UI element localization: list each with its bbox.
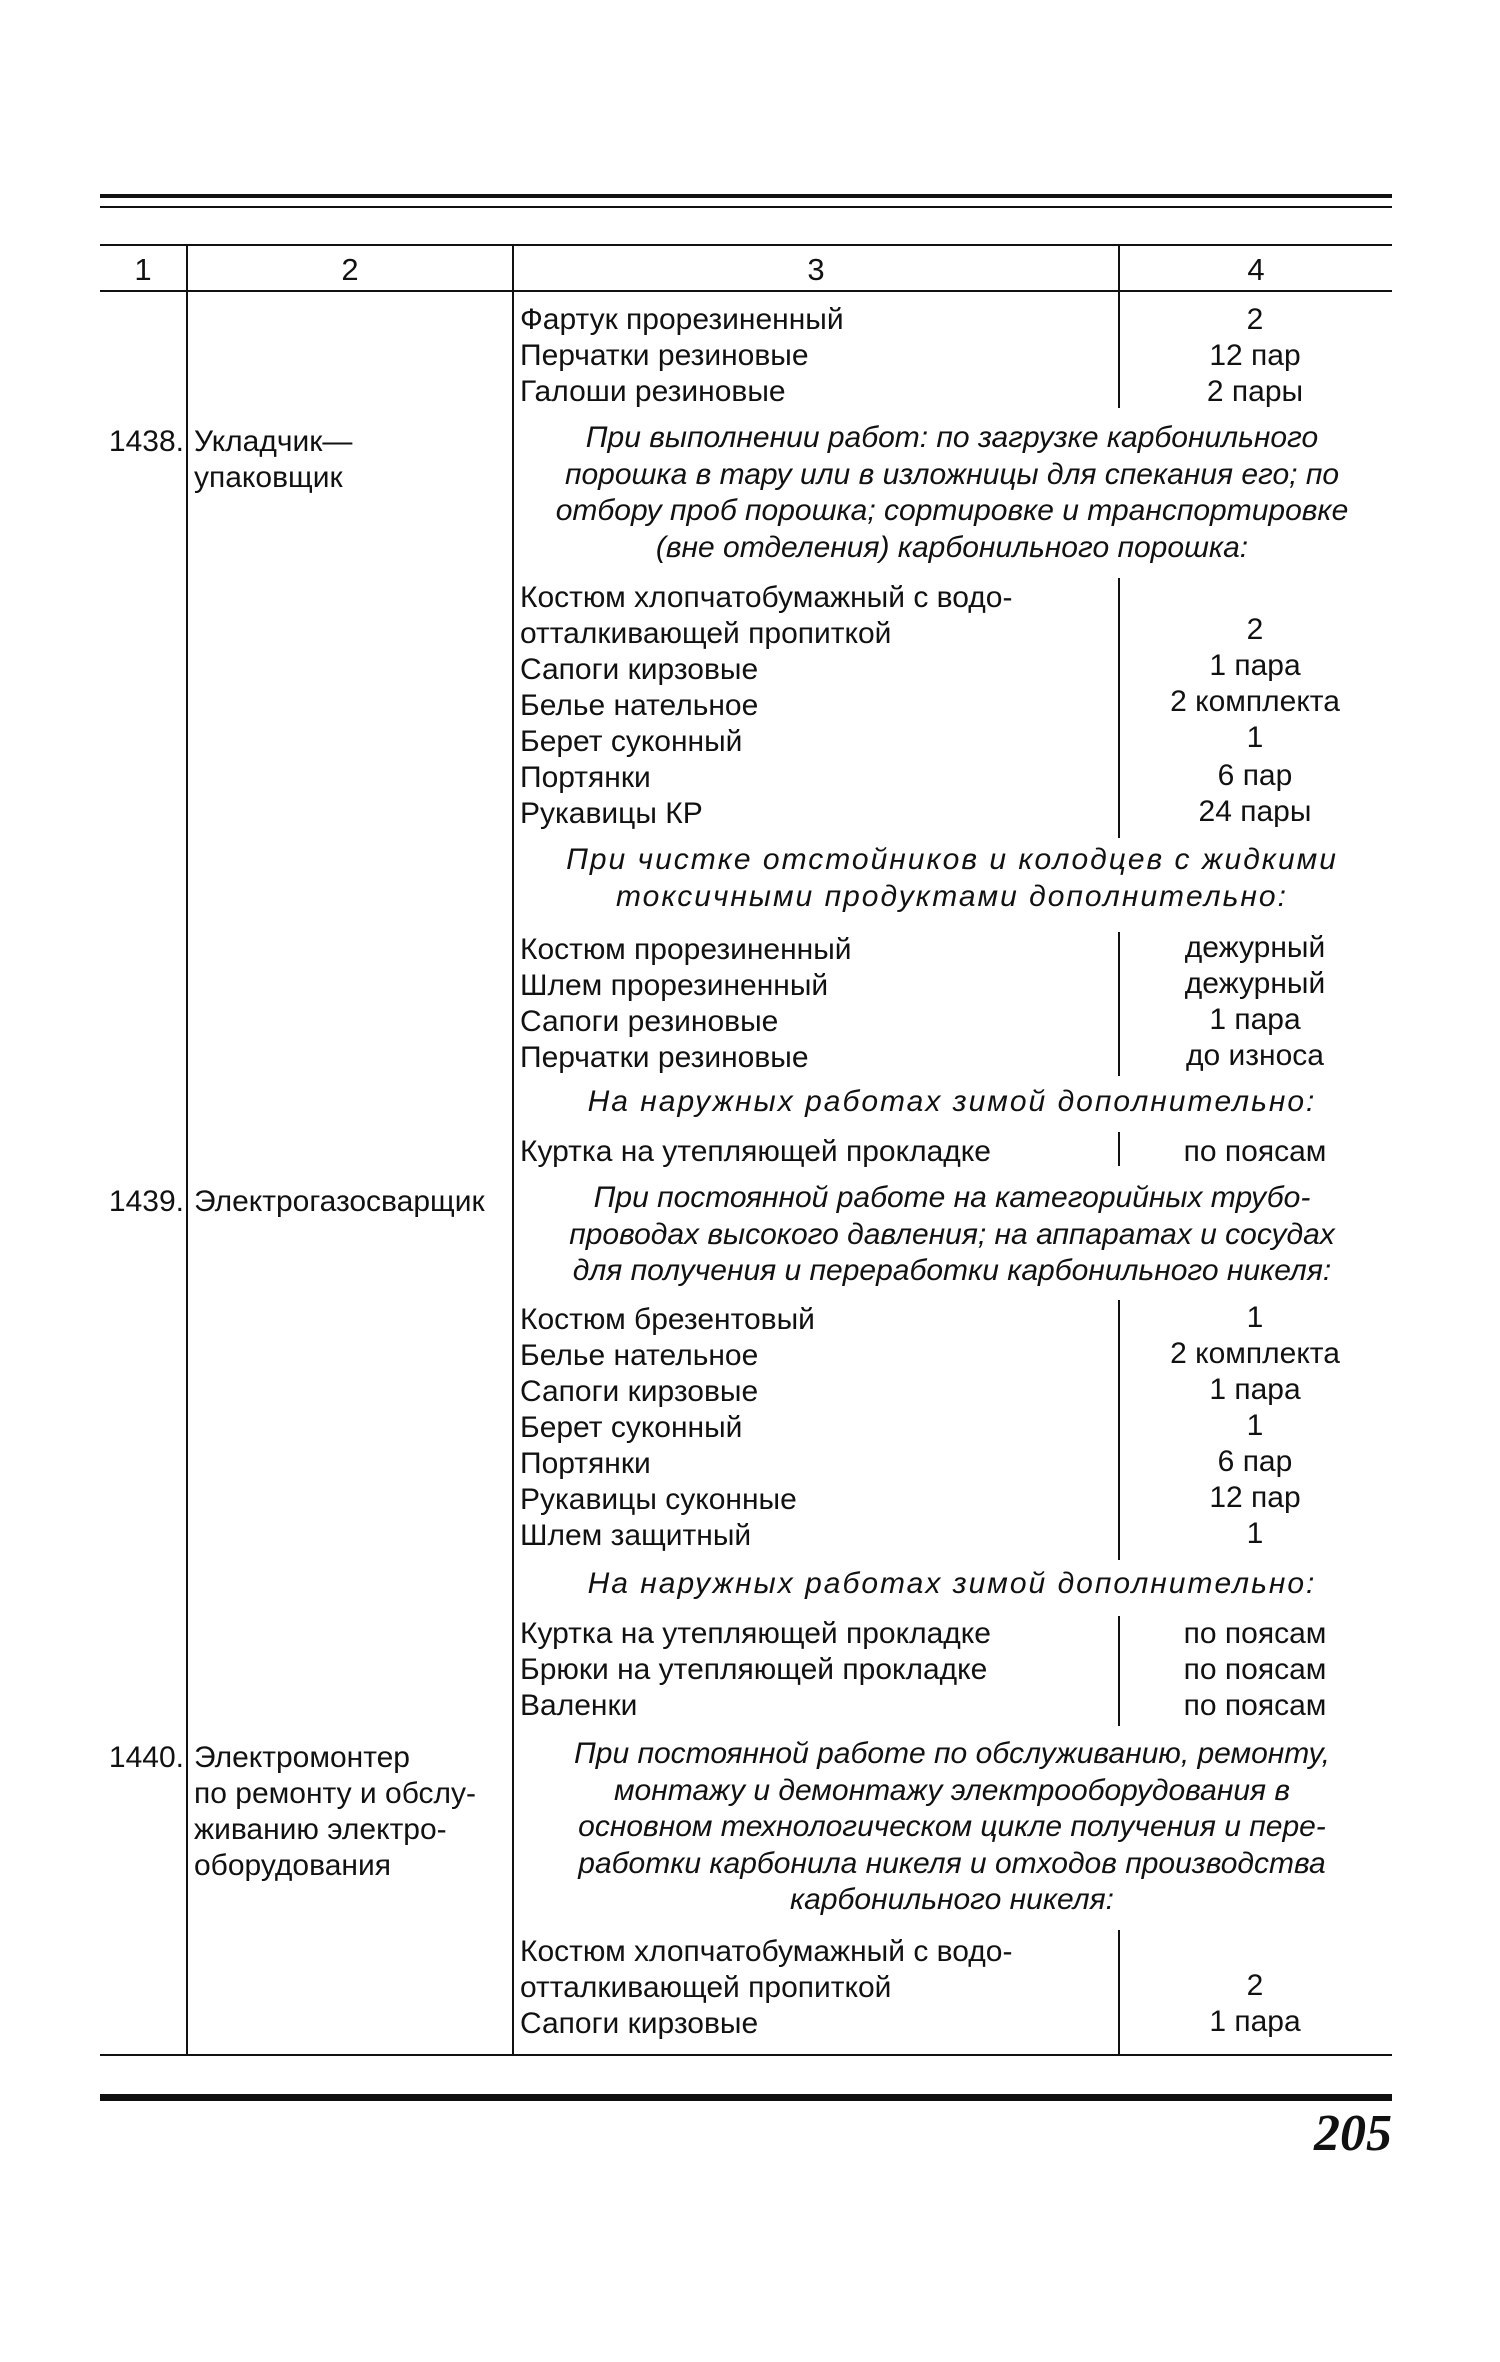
item-qty: по поясам — [1183, 1135, 1327, 1168]
condition-line: На наружных работах зимой дополнительно: — [587, 1567, 1317, 1600]
condition-line: работки карбонила никеля и отходов производства — [578, 1846, 1326, 1880]
item-name: Сапоги кирзовые — [520, 653, 759, 686]
item-name: Рукавицы суконные — [520, 1483, 797, 1516]
table-top-border — [100, 244, 1392, 246]
item-name: Сапоги резиновые — [520, 1005, 779, 1038]
header-bottom-border — [100, 290, 1392, 292]
condition-1438-wells — [512, 842, 1392, 915]
item-qty: 1 — [1246, 721, 1264, 754]
item-name: отталкивающей пропиткой — [520, 617, 892, 650]
item-qty: 2 пары — [1206, 375, 1304, 408]
condition-line: При постоянной работе по обслуживанию, ремонту, — [574, 1737, 1330, 1770]
entry-number-1440: 1440. — [108, 1741, 184, 1774]
condition-1439-winter — [512, 1566, 1392, 1603]
profession-line: оборудования — [194, 1849, 391, 1882]
item-qty: по поясам — [1183, 1689, 1327, 1722]
item-name: Костюм хлопчатобумажный с водо- — [520, 1935, 1013, 1968]
item-qty: по поясам — [1183, 1617, 1327, 1650]
item-qty: до износа — [1186, 1039, 1324, 1072]
entry-number-1439: 1439. — [108, 1185, 184, 1218]
item-qty: 6 пар — [1217, 1445, 1293, 1478]
item-name: Белье нательное — [520, 1339, 759, 1372]
item-qty: дежурный — [1184, 931, 1326, 964]
condition-line: При выполнении работ: по загрузке карбонильного — [585, 421, 1319, 454]
condition-1439-main — [512, 1180, 1392, 1290]
item-name: Куртка на утепляющей прокладке — [520, 1135, 991, 1168]
item-name: Валенки — [520, 1689, 638, 1722]
item-qty: 2 комплекта — [1170, 685, 1340, 718]
col-divider-1 — [186, 244, 188, 2056]
item-qty: 1 — [1246, 1301, 1264, 1334]
condition-1438-main — [512, 420, 1392, 566]
item-qty: дежурный — [1184, 967, 1326, 1000]
condition-1440-main — [512, 1736, 1392, 1919]
page-number: 205 — [1314, 2105, 1392, 2162]
item-qty: 1 — [1246, 1517, 1264, 1550]
item-name: Перчатки резиновые — [520, 1041, 809, 1074]
item-name: отталкивающей пропиткой — [520, 1971, 892, 2004]
condition-line: При постоянной работе на категорийных трубо- — [593, 1181, 1311, 1214]
profession-line: упаковщик — [194, 461, 343, 494]
condition-line: отбору проб порошка; сортировке и транспортировке — [555, 494, 1349, 527]
profession-1440 — [194, 1740, 514, 1884]
condition-line: проводах высокого давления; на аппаратах и сосудах — [569, 1217, 1335, 1251]
item-qty: 1 пара — [1209, 1373, 1301, 1406]
header-col-3: 3 — [807, 252, 825, 287]
item-name: Фартук прорезиненный — [520, 303, 844, 336]
item-name: Брюки на утепляющей прокладке — [520, 1653, 988, 1686]
item-name: Сапоги кирзовые — [520, 2007, 759, 2040]
table-bottom-border — [100, 2054, 1392, 2056]
item-name: Портянки — [520, 1447, 651, 1480]
entry-number-1438: 1438. — [108, 425, 184, 458]
condition-line: основном технологическом цикле получения и пере- — [578, 1810, 1326, 1843]
header-col-1: 1 — [134, 252, 152, 287]
profession-line: по ремонту и обслу- — [194, 1777, 477, 1810]
condition-line: На наружных работах зимой дополнительно: — [587, 1085, 1317, 1118]
condition-line: токсичными продуктами дополнительно: — [616, 879, 1288, 913]
item-name: Шлем прорезиненный — [520, 969, 829, 1002]
profession-1439 — [194, 1184, 514, 1220]
profession-line: Электрогазосварщик — [194, 1185, 485, 1218]
item-name: Берет суконный — [520, 1411, 743, 1444]
item-name: Шлем защитный — [520, 1519, 752, 1552]
profession-1438 — [194, 424, 514, 496]
item-name: Костюм брезентовый — [520, 1303, 815, 1336]
condition-line: порошка в тару или в изложницы для спекания его; по — [564, 457, 1340, 491]
header-col-4: 4 — [1247, 252, 1265, 287]
item-name: Портянки — [520, 761, 651, 794]
profession-line: живанию электро- — [194, 1813, 447, 1846]
profession-line: Электромонтер — [194, 1741, 410, 1774]
item-name: Костюм хлопчатобумажный с водо- — [520, 581, 1013, 614]
item-qty: 12 пар — [1209, 1481, 1301, 1514]
item-name: Сапоги кирзовые — [520, 1375, 759, 1408]
top-rule-thin — [100, 206, 1392, 208]
item-qty: 2 — [1246, 303, 1264, 336]
item-name: Рукавицы КР — [520, 797, 703, 830]
condition-1438-winter — [512, 1084, 1392, 1121]
item-qty: 6 пар — [1217, 759, 1293, 792]
bottom-rule — [100, 2094, 1392, 2101]
item-name: Галоши резиновые — [520, 375, 786, 408]
item-qty: 2 — [1246, 613, 1264, 646]
item-name: Берет суконный — [520, 725, 743, 758]
item-qty: 24 пары — [1198, 795, 1312, 828]
item-name: Куртка на утепляющей прокладке — [520, 1617, 991, 1650]
item-qty: 1 пара — [1209, 1003, 1301, 1036]
item-qty: 1 пара — [1209, 649, 1301, 682]
item-name: Костюм прорезиненный — [520, 933, 852, 966]
item-qty: 1 пара — [1209, 2005, 1301, 2038]
condition-line: для получения и переработки карбонильного никеля: — [572, 1254, 1332, 1287]
condition-line: монтажу и демонтажу электрооборудования в — [613, 1773, 1291, 1807]
condition-line: карбонильного никеля: — [790, 1883, 1114, 1916]
item-qty: по поясам — [1183, 1653, 1327, 1686]
item-qty: 12 пар — [1209, 339, 1301, 372]
item-qty: 2 — [1246, 1969, 1264, 2002]
item-qty: 1 — [1246, 1409, 1264, 1442]
condition-line: (вне отделения) карбонильного порошка: — [655, 530, 1249, 564]
item-name: Перчатки резиновые — [520, 339, 809, 372]
item-name: Белье нательное — [520, 689, 759, 722]
condition-line: При чистке отстойников и колодцев с жидкими — [566, 843, 1338, 876]
top-rule — [100, 194, 1392, 198]
item-qty: 2 комплекта — [1170, 1337, 1340, 1370]
header-col-2: 2 — [341, 252, 359, 287]
profession-line: Укладчик— — [194, 425, 353, 458]
